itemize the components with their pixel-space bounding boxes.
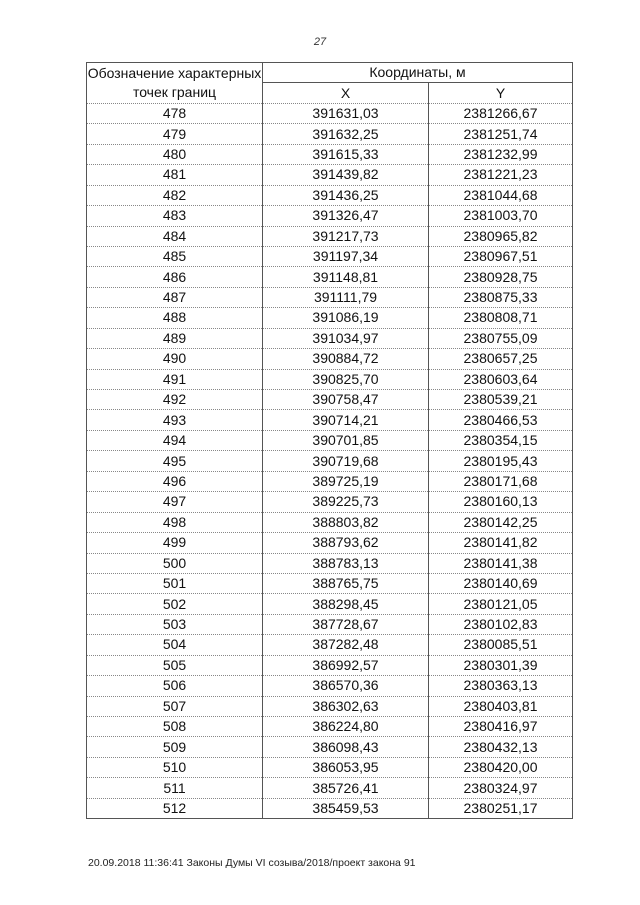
x-coordinate-cell: 386098,43	[263, 737, 429, 757]
y-coordinate-cell: 2380140,69	[429, 573, 573, 593]
point-number-cell: 488	[87, 308, 263, 328]
x-coordinate-cell: 388803,82	[263, 512, 429, 532]
point-number-cell: 483	[87, 206, 263, 226]
table-row	[87, 512, 573, 532]
y-coordinate-cell: 2380416,97	[429, 717, 573, 737]
x-coordinate-cell: 388793,62	[263, 533, 429, 553]
header-designation: Обозначение характерных точек границ	[87, 63, 263, 104]
x-coordinate-cell: 390884,72	[263, 349, 429, 369]
table-row	[87, 492, 573, 512]
point-number-cell: 511	[87, 778, 263, 798]
header-x: X	[263, 83, 429, 103]
point-number-cell: 492	[87, 390, 263, 410]
x-coordinate-cell: 388783,13	[263, 553, 429, 573]
x-coordinate-cell: 391034,97	[263, 328, 429, 348]
table-row	[87, 308, 573, 328]
point-number-cell: 501	[87, 573, 263, 593]
y-coordinate-cell: 2380928,75	[429, 267, 573, 287]
table-row	[87, 533, 573, 553]
x-coordinate-cell: 391217,73	[263, 226, 429, 246]
y-coordinate-cell: 2380657,25	[429, 349, 573, 369]
point-number-cell: 480	[87, 144, 263, 164]
point-number-cell: 508	[87, 717, 263, 737]
table-row	[87, 655, 573, 675]
y-coordinate-cell: 2380251,17	[429, 798, 573, 818]
y-coordinate-cell: 2380195,43	[429, 451, 573, 471]
footer-stamp: 20.09.2018 11:36:41 Законы Думы VI созыва/2018/проект закона 91	[88, 857, 416, 869]
table-row	[87, 267, 573, 287]
y-coordinate-cell: 2380160,13	[429, 492, 573, 512]
point-number-cell: 497	[87, 492, 263, 512]
point-number-cell: 502	[87, 594, 263, 614]
y-coordinate-cell: 2380967,51	[429, 246, 573, 266]
x-coordinate-cell: 391148,81	[263, 267, 429, 287]
x-coordinate-cell: 390719,68	[263, 451, 429, 471]
y-coordinate-cell: 2380755,09	[429, 328, 573, 348]
table-row	[87, 103, 573, 123]
point-number-cell: 479	[87, 124, 263, 144]
table-row	[87, 696, 573, 716]
y-coordinate-cell: 2380363,13	[429, 676, 573, 696]
header-y: Y	[429, 83, 573, 103]
point-number-cell: 500	[87, 553, 263, 573]
x-coordinate-cell: 390758,47	[263, 390, 429, 410]
table-row	[87, 246, 573, 266]
x-coordinate-cell: 391439,82	[263, 165, 429, 185]
point-number-cell: 489	[87, 328, 263, 348]
x-coordinate-cell: 391631,03	[263, 103, 429, 123]
x-coordinate-cell: 387282,48	[263, 635, 429, 655]
table-body	[87, 103, 573, 818]
point-number-cell: 478	[87, 103, 263, 123]
point-number-cell: 507	[87, 696, 263, 716]
x-coordinate-cell: 391326,47	[263, 206, 429, 226]
y-coordinate-cell: 2380301,39	[429, 655, 573, 675]
y-coordinate-cell: 2381221,23	[429, 165, 573, 185]
x-coordinate-cell: 388298,45	[263, 594, 429, 614]
point-number-cell: 510	[87, 757, 263, 777]
y-coordinate-cell: 2380875,33	[429, 287, 573, 307]
header-coordinates: Координаты, м	[263, 63, 573, 83]
y-coordinate-cell: 2380121,05	[429, 594, 573, 614]
x-coordinate-cell: 385459,53	[263, 798, 429, 818]
point-number-cell: 493	[87, 410, 263, 430]
table-row	[87, 778, 573, 798]
y-coordinate-cell: 2380539,21	[429, 390, 573, 410]
x-coordinate-cell: 386302,63	[263, 696, 429, 716]
table-row	[87, 635, 573, 655]
y-coordinate-cell: 2381044,68	[429, 185, 573, 205]
x-coordinate-cell: 386992,57	[263, 655, 429, 675]
y-coordinate-cell: 2380324,97	[429, 778, 573, 798]
point-number-cell: 506	[87, 676, 263, 696]
y-coordinate-cell: 2380432,13	[429, 737, 573, 757]
table-row	[87, 717, 573, 737]
y-coordinate-cell: 2380141,38	[429, 553, 573, 573]
x-coordinate-cell: 390701,85	[263, 430, 429, 450]
y-coordinate-cell: 2380085,51	[429, 635, 573, 655]
x-coordinate-cell: 391086,19	[263, 308, 429, 328]
y-coordinate-cell: 2380141,82	[429, 533, 573, 553]
table-row	[87, 553, 573, 573]
table-row	[87, 124, 573, 144]
point-number-cell: 491	[87, 369, 263, 389]
point-number-cell: 482	[87, 185, 263, 205]
table-row	[87, 737, 573, 757]
table-row	[87, 144, 573, 164]
y-coordinate-cell: 2380102,83	[429, 614, 573, 634]
table-row	[87, 614, 573, 634]
y-coordinate-cell: 2380354,15	[429, 430, 573, 450]
y-coordinate-cell: 2380466,53	[429, 410, 573, 430]
x-coordinate-cell: 391197,34	[263, 246, 429, 266]
point-number-cell: 490	[87, 349, 263, 369]
y-coordinate-cell: 2381232,99	[429, 144, 573, 164]
table-row	[87, 226, 573, 246]
point-number-cell: 509	[87, 737, 263, 757]
x-coordinate-cell: 388765,75	[263, 573, 429, 593]
table-row	[87, 757, 573, 777]
x-coordinate-cell: 391615,33	[263, 144, 429, 164]
y-coordinate-cell: 2381266,67	[429, 103, 573, 123]
table-row	[87, 390, 573, 410]
table-row	[87, 165, 573, 185]
point-number-cell: 505	[87, 655, 263, 675]
point-number-cell: 504	[87, 635, 263, 655]
table-row	[87, 798, 573, 818]
table-row	[87, 287, 573, 307]
point-number-cell: 484	[87, 226, 263, 246]
table-row	[87, 471, 573, 491]
point-number-cell: 481	[87, 165, 263, 185]
y-coordinate-cell: 2381251,74	[429, 124, 573, 144]
table-row	[87, 410, 573, 430]
point-number-cell: 498	[87, 512, 263, 532]
x-coordinate-cell: 386570,36	[263, 676, 429, 696]
x-coordinate-cell: 390714,21	[263, 410, 429, 430]
x-coordinate-cell: 389725,19	[263, 471, 429, 491]
x-coordinate-cell: 391632,25	[263, 124, 429, 144]
table-row	[87, 185, 573, 205]
x-coordinate-cell: 385726,41	[263, 778, 429, 798]
point-number-cell: 495	[87, 451, 263, 471]
x-coordinate-cell: 391436,25	[263, 185, 429, 205]
y-coordinate-cell: 2380420,00	[429, 757, 573, 777]
page-number: 27	[313, 36, 327, 48]
y-coordinate-cell: 2380403,81	[429, 696, 573, 716]
point-number-cell: 499	[87, 533, 263, 553]
y-coordinate-cell: 2380603,64	[429, 369, 573, 389]
point-number-cell: 496	[87, 471, 263, 491]
y-coordinate-cell: 2380171,68	[429, 471, 573, 491]
point-number-cell: 503	[87, 614, 263, 634]
table-row	[87, 349, 573, 369]
point-number-cell: 485	[87, 246, 263, 266]
table-row	[87, 594, 573, 614]
table-row	[87, 206, 573, 226]
coordinates-table	[86, 62, 573, 819]
x-coordinate-cell: 386053,95	[263, 757, 429, 777]
y-coordinate-cell: 2380965,82	[429, 226, 573, 246]
table-row	[87, 573, 573, 593]
x-coordinate-cell: 386224,80	[263, 717, 429, 737]
table-row	[87, 369, 573, 389]
table-row	[87, 451, 573, 471]
y-coordinate-cell: 2381003,70	[429, 206, 573, 226]
point-number-cell: 486	[87, 267, 263, 287]
point-number-cell: 487	[87, 287, 263, 307]
x-coordinate-cell: 390825,70	[263, 369, 429, 389]
x-coordinate-cell: 391111,79	[263, 287, 429, 307]
table-row	[87, 676, 573, 696]
x-coordinate-cell: 389225,73	[263, 492, 429, 512]
point-number-cell: 512	[87, 798, 263, 818]
point-number-cell: 494	[87, 430, 263, 450]
table-row	[87, 328, 573, 348]
y-coordinate-cell: 2380808,71	[429, 308, 573, 328]
y-coordinate-cell: 2380142,25	[429, 512, 573, 532]
x-coordinate-cell: 387728,67	[263, 614, 429, 634]
table-row	[87, 430, 573, 450]
